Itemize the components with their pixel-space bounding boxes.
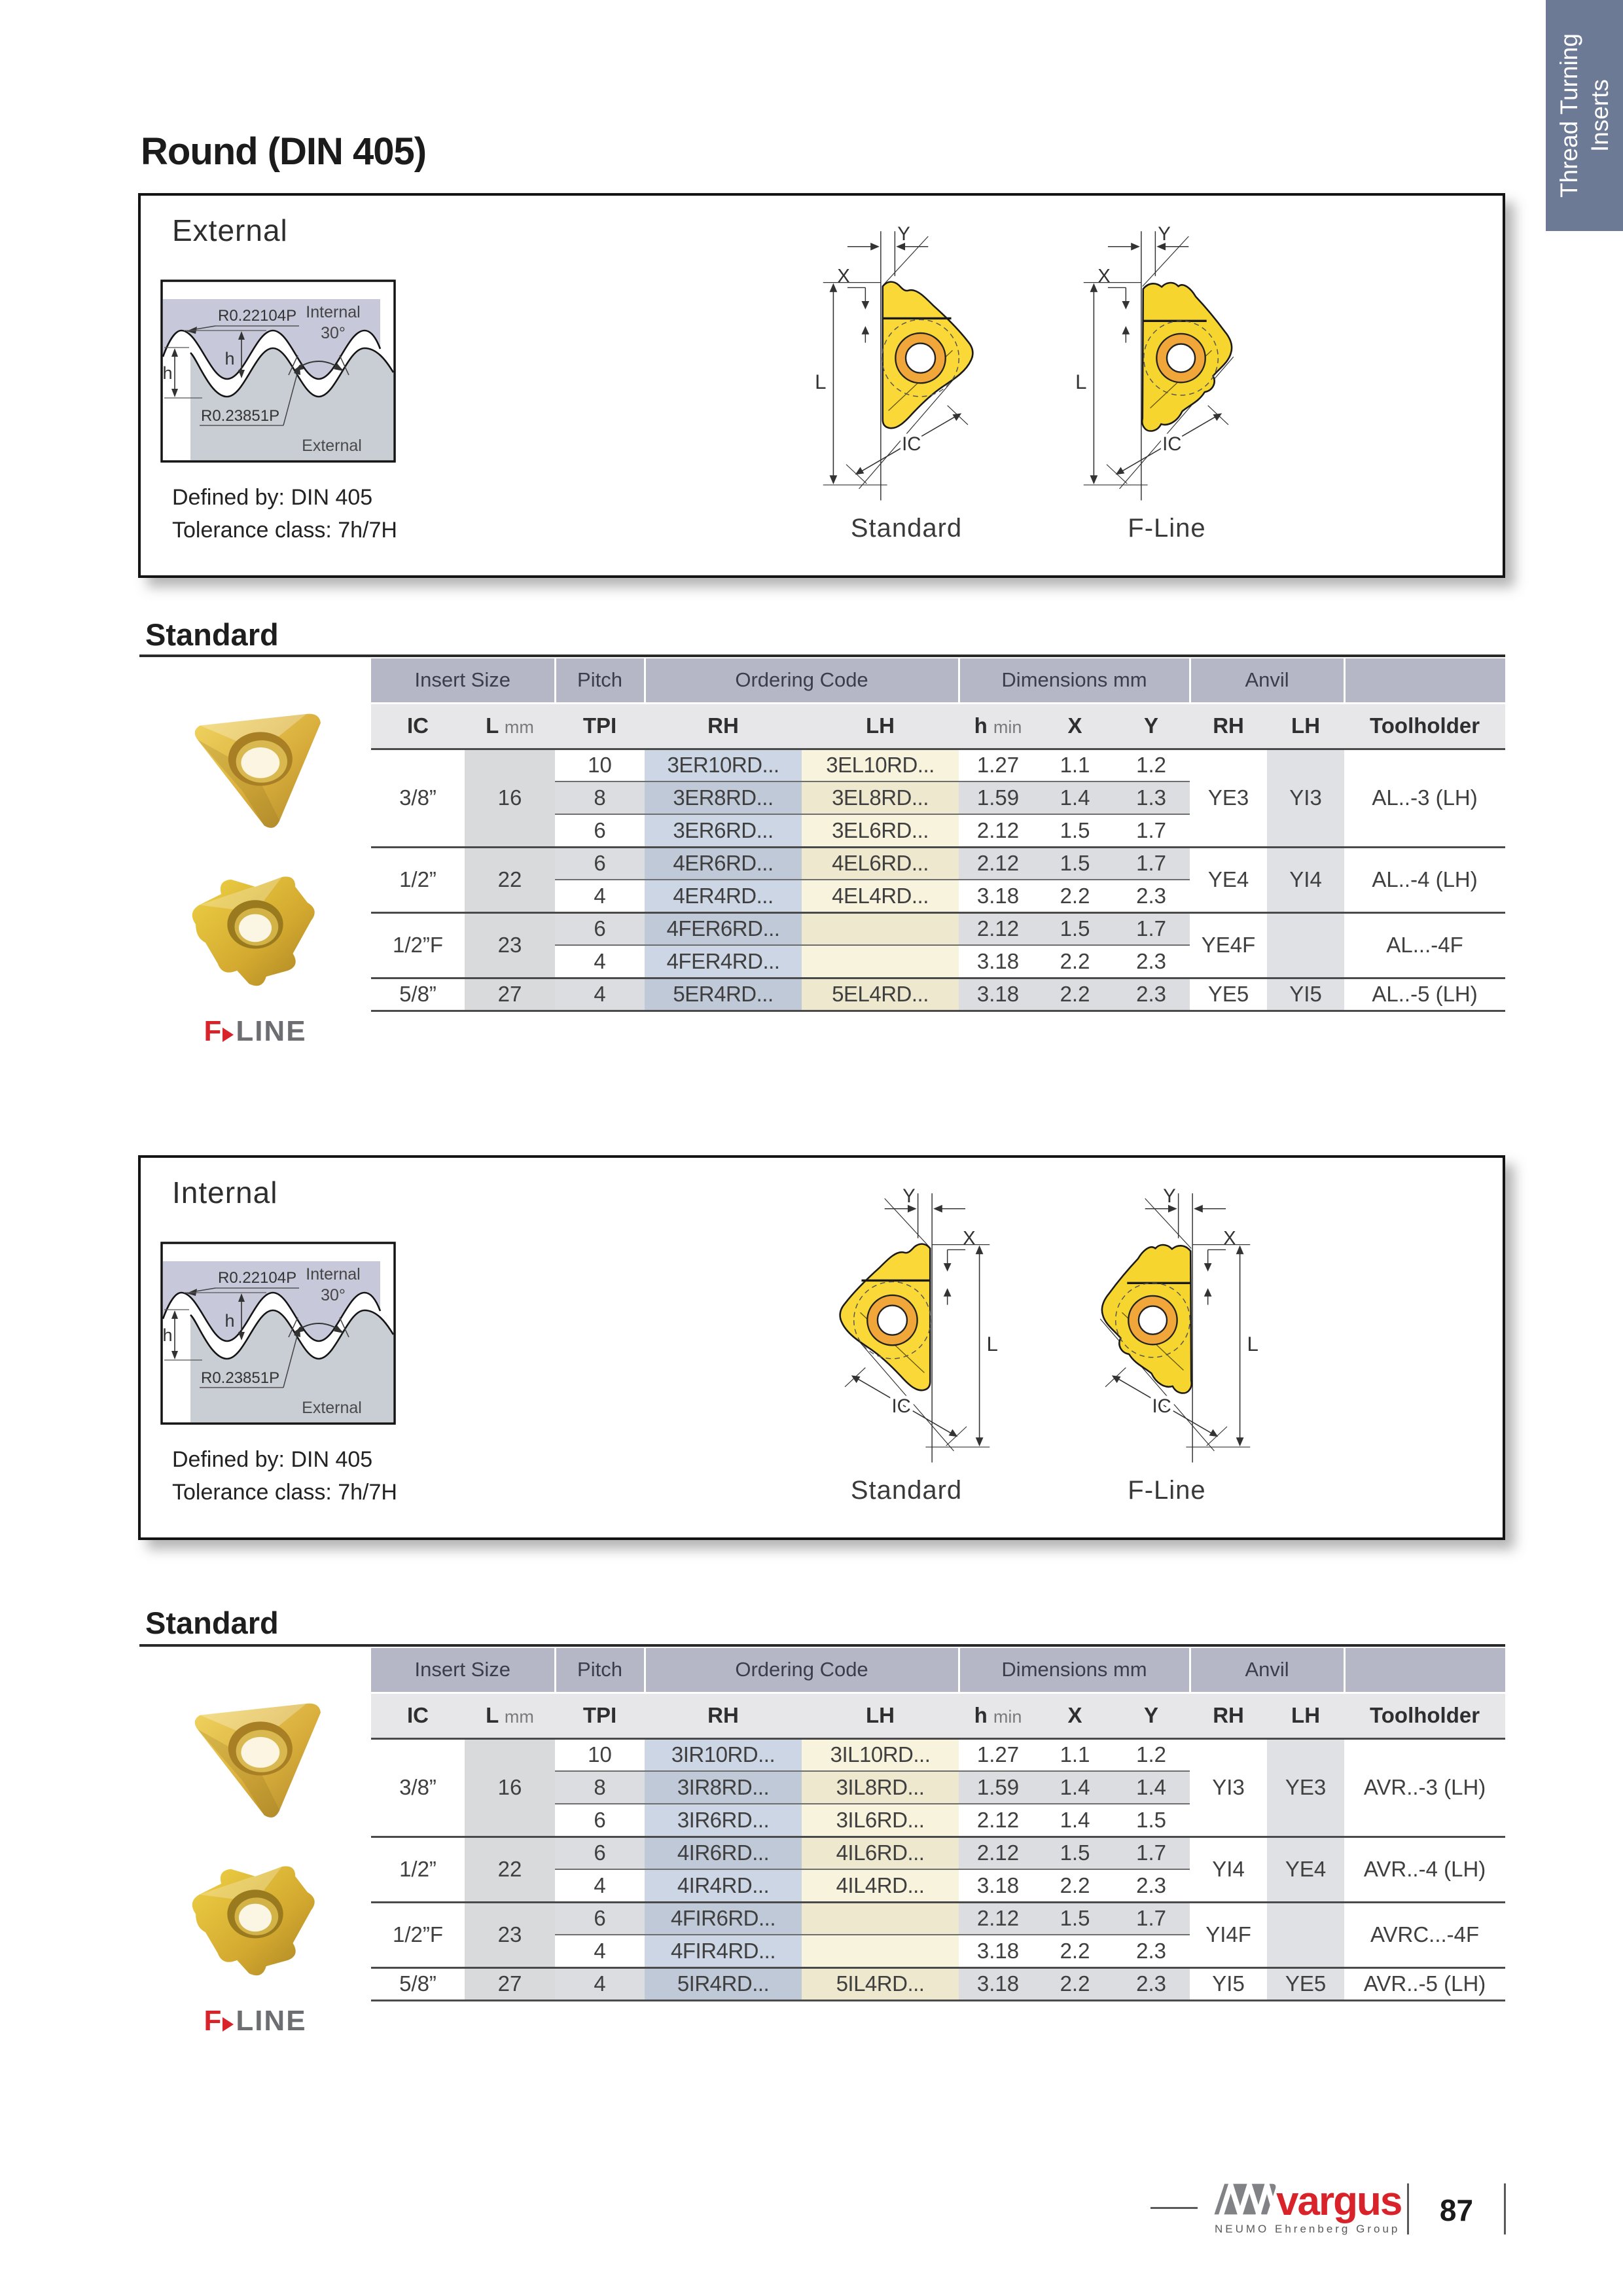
internal-panel-title: Internal bbox=[172, 1175, 278, 1210]
external-standard-insert-drawing bbox=[785, 214, 1028, 510]
cell-l: 22 bbox=[465, 1837, 555, 1902]
cell-lh-code: 5EL4RD... bbox=[802, 978, 959, 1011]
side-tab-line1: Thread Turning bbox=[1555, 33, 1582, 198]
cell-rh-code: 4FER4RD... bbox=[645, 945, 802, 978]
cell-lh-code: 3EL6RD... bbox=[802, 814, 959, 847]
cell-tpi: 6 bbox=[555, 912, 645, 945]
col-header-rh: RH bbox=[645, 703, 802, 749]
cell-anvil-rh: YI3 bbox=[1190, 1738, 1267, 1837]
standard-insert-photo bbox=[159, 1665, 351, 1832]
cell-x: 1.5 bbox=[1037, 1902, 1113, 1935]
group-header-anvil: Anvil bbox=[1190, 658, 1344, 703]
cell-tpi: 10 bbox=[555, 749, 645, 781]
cell-l: 23 bbox=[465, 912, 555, 978]
col-header-x: X bbox=[1037, 703, 1113, 749]
cell-x: 1.4 bbox=[1037, 1771, 1113, 1804]
cell-rh-code: 3IR6RD... bbox=[645, 1804, 802, 1837]
col-header-l-label: L bbox=[486, 713, 499, 738]
cell-y: 2.3 bbox=[1113, 880, 1190, 912]
cell-x: 1.4 bbox=[1037, 1804, 1113, 1837]
cell-hmin: 2.12 bbox=[959, 1902, 1037, 1935]
cell-hmin: 3.18 bbox=[959, 978, 1037, 1011]
group-header-blank bbox=[1344, 1648, 1505, 1693]
external-standard-illustration bbox=[785, 214, 1028, 543]
cell-y: 1.7 bbox=[1113, 1902, 1190, 1935]
dim-x-label: X bbox=[1223, 1227, 1236, 1249]
dim-y-label: Y bbox=[897, 223, 910, 245]
external-standard-table bbox=[371, 658, 1505, 1012]
cell-hmin: 2.12 bbox=[959, 1837, 1037, 1869]
cell-x: 2.2 bbox=[1037, 978, 1113, 1011]
dim-y-label: Y bbox=[1163, 1185, 1176, 1207]
table-row bbox=[371, 978, 1505, 1011]
internal-fline-insert-drawing bbox=[1045, 1176, 1289, 1472]
group-header-ordering-code: Ordering Code bbox=[645, 1648, 959, 1693]
cell-lh-code: 3IL8RD... bbox=[802, 1771, 959, 1804]
col-header-ic: IC bbox=[371, 703, 465, 749]
cell-y: 2.3 bbox=[1113, 945, 1190, 978]
internal-fline-caption: F-Line bbox=[1128, 1476, 1206, 1505]
internal-table-block bbox=[139, 1648, 1505, 2037]
cell-rh-code: 5IR4RD... bbox=[645, 1967, 802, 2000]
cell-tpi: 4 bbox=[555, 1935, 645, 1967]
cell-toolholder: AVR..-3 (LH) bbox=[1344, 1738, 1505, 1837]
col-header-lh: LH bbox=[802, 1693, 959, 1738]
cell-hmin: 3.18 bbox=[959, 1935, 1037, 1967]
dim-l-label: L bbox=[815, 370, 827, 394]
cell-rh-code: 3ER8RD... bbox=[645, 781, 802, 814]
col-header-anvil-rh: RH bbox=[1190, 703, 1267, 749]
col-header-l-label: L bbox=[486, 1703, 499, 1727]
external-insert-images bbox=[139, 658, 371, 1048]
group-header-blank bbox=[1344, 658, 1505, 703]
table-row bbox=[371, 1837, 1505, 1869]
cell-lh-code bbox=[802, 945, 959, 978]
cell-rh-code: 3ER6RD... bbox=[645, 814, 802, 847]
vargus-chevron-icon bbox=[1212, 2178, 1280, 2220]
cell-rh-code: 4IR6RD... bbox=[645, 1837, 802, 1869]
dim-ic-label: IC bbox=[902, 433, 921, 456]
col-header-anvil-rh: RH bbox=[1190, 1693, 1267, 1738]
fline-logo bbox=[139, 2005, 371, 2037]
internal-standard-insert-drawing bbox=[785, 1176, 1028, 1472]
cell-tpi: 6 bbox=[555, 1837, 645, 1869]
cell-lh-code bbox=[802, 1935, 959, 1967]
cell-tpi: 6 bbox=[555, 1804, 645, 1837]
cell-rh-code: 5ER4RD... bbox=[645, 978, 802, 1011]
col-header-h-unit: min bbox=[993, 1707, 1022, 1727]
cell-hmin: 1.27 bbox=[959, 749, 1037, 781]
col-header-toolholder: Toolholder bbox=[1344, 1693, 1505, 1738]
cell-lh-code: 4IL6RD... bbox=[802, 1837, 959, 1869]
cell-toolholder: AL..-5 (LH) bbox=[1344, 978, 1505, 1011]
cell-hmin: 2.12 bbox=[959, 1804, 1037, 1837]
col-header-l bbox=[465, 1693, 555, 1738]
table-row bbox=[371, 912, 1505, 945]
cell-tpi: 4 bbox=[555, 1869, 645, 1902]
cell-l: 16 bbox=[465, 1738, 555, 1837]
group-header-pitch: Pitch bbox=[555, 658, 645, 703]
footer-rule bbox=[1150, 2207, 1198, 2209]
cell-lh-code: 3IL6RD... bbox=[802, 1804, 959, 1837]
group-header-dimensions: Dimensions mm bbox=[959, 658, 1190, 703]
cell-tpi: 10 bbox=[555, 1738, 645, 1771]
internal-insert-images bbox=[139, 1648, 371, 2037]
group-header-insert-size: Insert Size bbox=[371, 1648, 555, 1693]
cell-hmin: 3.18 bbox=[959, 1869, 1037, 1902]
col-header-ic: IC bbox=[371, 1693, 465, 1738]
cell-ic: 1/2”F bbox=[371, 1902, 465, 1967]
fline-logo-line: LINE bbox=[236, 1015, 307, 1047]
cell-tpi: 4 bbox=[555, 978, 645, 1011]
table-row bbox=[371, 847, 1505, 880]
cell-lh-code: 3EL8RD... bbox=[802, 781, 959, 814]
fline-logo bbox=[139, 1015, 371, 1048]
vargus-logo bbox=[1212, 2178, 1408, 2236]
cell-y: 1.7 bbox=[1113, 847, 1190, 880]
cell-x: 1.4 bbox=[1037, 781, 1113, 814]
cell-anvil-rh: YE4 bbox=[1190, 847, 1267, 912]
cell-hmin: 3.18 bbox=[959, 945, 1037, 978]
col-header-toolholder: Toolholder bbox=[1344, 703, 1505, 749]
cell-y: 2.3 bbox=[1113, 1935, 1190, 1967]
cell-rh-code: 4ER6RD... bbox=[645, 847, 802, 880]
cell-rh-code: 4FIR4RD... bbox=[645, 1935, 802, 1967]
cell-anvil-lh: YE4 bbox=[1267, 1837, 1344, 1902]
cell-y: 2.3 bbox=[1113, 978, 1190, 1011]
cell-toolholder: AL...-4F bbox=[1344, 912, 1505, 978]
side-tab-label bbox=[1546, 0, 1623, 231]
internal-standard-table bbox=[371, 1648, 1505, 2001]
dim-l-label: L bbox=[1075, 370, 1087, 394]
vargus-subtitle: NEUMO Ehrenberg Group bbox=[1215, 2223, 1400, 2235]
cell-tpi: 8 bbox=[555, 781, 645, 814]
cell-toolholder: AVRC...-4F bbox=[1344, 1902, 1505, 1967]
cell-rh-code: 4ER4RD... bbox=[645, 880, 802, 912]
cell-y: 1.4 bbox=[1113, 1771, 1190, 1804]
fline-insert-photo bbox=[159, 1841, 351, 1993]
cell-anvil-rh: YE5 bbox=[1190, 978, 1267, 1011]
fline-logo-f: F bbox=[204, 1015, 222, 1047]
external-heading-rule bbox=[139, 655, 1505, 657]
cell-anvil-rh: YE3 bbox=[1190, 749, 1267, 847]
cell-toolholder: AVR..-5 (LH) bbox=[1344, 1967, 1505, 2000]
cell-x: 2.2 bbox=[1037, 880, 1113, 912]
cell-hmin: 1.27 bbox=[959, 1738, 1037, 1771]
col-header-y: Y bbox=[1113, 1693, 1190, 1738]
cell-anvil-rh: YI4 bbox=[1190, 1837, 1267, 1902]
cell-lh-code bbox=[802, 912, 959, 945]
cell-anvil-lh: YI3 bbox=[1267, 749, 1344, 847]
cell-y: 1.5 bbox=[1113, 1804, 1190, 1837]
internal-tolerance: Tolerance class: 7h/7H bbox=[172, 1480, 397, 1505]
dim-ic-label: IC bbox=[1152, 1395, 1171, 1418]
dim-x-label: X bbox=[1097, 265, 1111, 287]
cell-tpi: 4 bbox=[555, 1967, 645, 2000]
cell-toolholder: AVR..-4 (LH) bbox=[1344, 1837, 1505, 1902]
col-header-hmin bbox=[959, 1693, 1037, 1738]
cell-y: 2.3 bbox=[1113, 1869, 1190, 1902]
cell-x: 1.1 bbox=[1037, 1738, 1113, 1771]
col-header-h-label: h bbox=[974, 1703, 988, 1727]
page-number: 87 bbox=[1439, 2193, 1474, 2227]
cell-lh-code bbox=[802, 1902, 959, 1935]
cell-lh-code: 3EL10RD... bbox=[802, 749, 959, 781]
table-row bbox=[371, 1902, 1505, 1935]
cell-ic: 5/8” bbox=[371, 978, 465, 1011]
cell-anvil-lh: YI5 bbox=[1267, 978, 1344, 1011]
cell-y: 1.7 bbox=[1113, 912, 1190, 945]
cell-rh-code: 4FER6RD... bbox=[645, 912, 802, 945]
page-title: Round (DIN 405) bbox=[141, 130, 427, 173]
external-panel bbox=[138, 193, 1505, 578]
group-header-anvil: Anvil bbox=[1190, 1648, 1344, 1693]
external-standard-caption: Standard bbox=[850, 514, 963, 543]
cell-lh-code: 4EL4RD... bbox=[802, 880, 959, 912]
internal-table-heading: Standard bbox=[145, 1605, 279, 1640]
dim-x-label: X bbox=[837, 265, 850, 287]
cell-tpi: 4 bbox=[555, 945, 645, 978]
external-defined-by: Defined by: DIN 405 bbox=[172, 485, 373, 510]
cell-hmin: 3.18 bbox=[959, 1967, 1037, 2000]
cell-tpi: 6 bbox=[555, 814, 645, 847]
group-header-insert-size: Insert Size bbox=[371, 658, 555, 703]
cell-hmin: 2.12 bbox=[959, 847, 1037, 880]
cell-hmin: 3.18 bbox=[959, 880, 1037, 912]
side-tab-line2: Inserts bbox=[1586, 79, 1613, 152]
cell-tpi: 6 bbox=[555, 1902, 645, 1935]
cell-anvil-rh: YE4F bbox=[1190, 912, 1267, 978]
group-header-pitch: Pitch bbox=[555, 1648, 645, 1693]
fline-logo-f: F bbox=[204, 2005, 222, 2037]
col-header-l bbox=[465, 703, 555, 749]
cell-anvil-lh: YE5 bbox=[1267, 1967, 1344, 2000]
cell-anvil-lh: YI4 bbox=[1267, 847, 1344, 912]
cell-y: 1.2 bbox=[1113, 1738, 1190, 1771]
dim-y-label: Y bbox=[1158, 223, 1171, 245]
cell-hmin: 2.12 bbox=[959, 912, 1037, 945]
col-header-anvil-lh: LH bbox=[1267, 703, 1344, 749]
cell-ic: 1/2” bbox=[371, 1837, 465, 1902]
cell-tpi: 8 bbox=[555, 1771, 645, 1804]
cell-toolholder: AL..-3 (LH) bbox=[1344, 749, 1505, 847]
cell-lh-code: 5IL4RD... bbox=[802, 1967, 959, 2000]
standard-insert-photo bbox=[159, 675, 351, 842]
cell-l: 27 bbox=[465, 978, 555, 1011]
dim-l-label: L bbox=[986, 1333, 998, 1356]
cell-x: 1.5 bbox=[1037, 912, 1113, 945]
dim-ic-label: IC bbox=[1162, 433, 1182, 456]
cell-l: 22 bbox=[465, 847, 555, 912]
cell-l: 16 bbox=[465, 749, 555, 847]
dim-x-label: X bbox=[963, 1227, 976, 1249]
cell-hmin: 1.59 bbox=[959, 781, 1037, 814]
external-table-heading: Standard bbox=[145, 617, 279, 652]
cell-rh-code: 3ER10RD... bbox=[645, 749, 802, 781]
cell-x: 2.2 bbox=[1037, 1869, 1113, 1902]
cell-anvil-rh: YI5 bbox=[1190, 1967, 1267, 2000]
external-fline-illustration bbox=[1045, 214, 1289, 543]
cell-x: 1.5 bbox=[1037, 847, 1113, 880]
table-column-header-row bbox=[371, 1693, 1505, 1738]
fline-insert-photo bbox=[159, 852, 351, 1003]
col-header-anvil-lh: LH bbox=[1267, 1693, 1344, 1738]
dim-y-label: Y bbox=[902, 1185, 916, 1207]
external-panel-title: External bbox=[172, 213, 288, 247]
cell-anvil-lh bbox=[1267, 1902, 1344, 1967]
table-group-header-row bbox=[371, 658, 1505, 703]
table-row bbox=[371, 749, 1505, 781]
internal-panel bbox=[138, 1155, 1505, 1540]
col-header-tpi: TPI bbox=[555, 1693, 645, 1738]
cell-ic: 3/8” bbox=[371, 749, 465, 847]
cell-ic: 1/2” bbox=[371, 847, 465, 912]
col-header-hmin bbox=[959, 703, 1037, 749]
cell-ic: 5/8” bbox=[371, 1967, 465, 2000]
internal-standard-caption: Standard bbox=[850, 1476, 963, 1505]
group-header-ordering-code: Ordering Code bbox=[645, 658, 959, 703]
external-table-block bbox=[139, 658, 1505, 1048]
col-header-x: X bbox=[1037, 1693, 1113, 1738]
cell-anvil-lh bbox=[1267, 912, 1344, 978]
external-tolerance: Tolerance class: 7h/7H bbox=[172, 518, 397, 543]
cell-x: 1.1 bbox=[1037, 749, 1113, 781]
cell-l: 27 bbox=[465, 1967, 555, 2000]
col-header-rh: RH bbox=[645, 1693, 802, 1738]
table-group-header-row bbox=[371, 1648, 1505, 1693]
cell-x: 2.2 bbox=[1037, 1935, 1113, 1967]
table-column-header-row bbox=[371, 703, 1505, 749]
internal-fline-illustration bbox=[1045, 1176, 1289, 1505]
cell-x: 1.5 bbox=[1037, 1837, 1113, 1869]
internal-thread-profile-diagram bbox=[160, 1242, 396, 1425]
col-header-y: Y bbox=[1113, 703, 1190, 749]
group-header-dimensions: Dimensions mm bbox=[959, 1648, 1190, 1693]
fline-logo-line: LINE bbox=[236, 2005, 307, 2037]
internal-defined-by: Defined by: DIN 405 bbox=[172, 1447, 373, 1472]
col-header-l-unit: mm bbox=[504, 717, 534, 737]
col-header-lh: LH bbox=[802, 703, 959, 749]
internal-heading-rule bbox=[139, 1644, 1505, 1647]
cell-y: 2.3 bbox=[1113, 1967, 1190, 2000]
cell-anvil-rh: YI4F bbox=[1190, 1902, 1267, 1967]
table-row bbox=[371, 1738, 1505, 1771]
cell-l: 23 bbox=[465, 1902, 555, 1967]
col-header-h-label: h bbox=[974, 713, 988, 738]
footer-divider-right bbox=[1504, 2183, 1506, 2234]
col-header-tpi: TPI bbox=[555, 703, 645, 749]
cell-lh-code: 3IL10RD... bbox=[802, 1738, 959, 1771]
cell-hmin: 1.59 bbox=[959, 1771, 1037, 1804]
table-row bbox=[371, 1967, 1505, 2000]
dim-ic-label: IC bbox=[891, 1395, 911, 1418]
col-header-h-unit: min bbox=[993, 717, 1022, 737]
cell-x: 2.2 bbox=[1037, 945, 1113, 978]
cell-toolholder: AL..-4 (LH) bbox=[1344, 847, 1505, 912]
cell-rh-code: 4FIR6RD... bbox=[645, 1902, 802, 1935]
internal-standard-illustration bbox=[785, 1176, 1028, 1505]
cell-y: 1.7 bbox=[1113, 814, 1190, 847]
cell-hmin: 2.12 bbox=[959, 814, 1037, 847]
cell-anvil-lh: YE3 bbox=[1267, 1738, 1344, 1837]
col-header-l-unit: mm bbox=[504, 1707, 534, 1727]
cell-y: 1.7 bbox=[1113, 1837, 1190, 1869]
external-fline-caption: F-Line bbox=[1128, 514, 1206, 543]
cell-lh-code: 4EL6RD... bbox=[802, 847, 959, 880]
cell-lh-code: 4IL4RD... bbox=[802, 1869, 959, 1902]
side-tab-thread-turning-inserts[interactable] bbox=[1546, 0, 1623, 231]
cell-tpi: 6 bbox=[555, 847, 645, 880]
external-thread-profile-diagram bbox=[160, 279, 396, 463]
cell-y: 1.2 bbox=[1113, 749, 1190, 781]
cell-ic: 1/2”F bbox=[371, 912, 465, 978]
cell-x: 2.2 bbox=[1037, 1967, 1113, 2000]
cell-ic: 3/8” bbox=[371, 1738, 465, 1837]
cell-rh-code: 4IR4RD... bbox=[645, 1869, 802, 1902]
cell-y: 1.3 bbox=[1113, 781, 1190, 814]
fline-logo-arrow-icon bbox=[223, 2017, 234, 2032]
fline-logo-arrow-icon bbox=[223, 1028, 234, 1042]
cell-rh-code: 3IR8RD... bbox=[645, 1771, 802, 1804]
cell-x: 1.5 bbox=[1037, 814, 1113, 847]
external-fline-insert-drawing bbox=[1045, 214, 1289, 510]
cell-tpi: 4 bbox=[555, 880, 645, 912]
dim-l-label: L bbox=[1247, 1333, 1258, 1356]
vargus-wordmark: vargus bbox=[1276, 2179, 1402, 2225]
cell-rh-code: 3IR10RD... bbox=[645, 1738, 802, 1771]
